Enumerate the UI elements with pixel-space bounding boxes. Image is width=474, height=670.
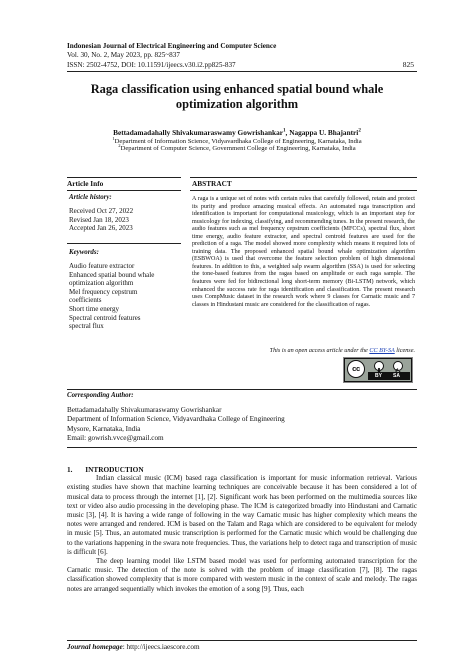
header-rule — [67, 71, 417, 72]
introduction-heading: 1. INTRODUCTION — [67, 465, 144, 474]
journal-volume: Vol. 30, No. 2, May 2023, pp. 825~837 — [67, 51, 180, 60]
author-2-sup: 2 — [358, 127, 361, 134]
abstract-heading: ABSTRACT — [192, 179, 232, 188]
badge-sa-label: SA — [393, 373, 400, 379]
keywords-rule — [67, 243, 181, 244]
abstract-text: A raga is a unique set of notes with certain rules that carefully followed, retain and protect its purity and produce amazing musical effects. An automated raga transcription and identification is important for computational musicology, which is an important step for musicology for indexing, classifying, and recommending tunes. In the present research, the audio features such as mel frequency cepstrum coefficients (MFCCs), spectral flux, short time energy, audio feature extractor, and spectral centroid features are used for the prediction of a raga. The model showed more complexity which means it required lots of training data. The proposed enhanced spatial bound whale optimization algorithm (ESBWOA) is used that overcome the feature selection problem of high dimensional features. In addition to this, a weighted salp swarm algorithm (SSA) is used for selecting the tone-based features from the ragas based on amplitude or each raga sample. The features were fed for bidirectional long short-term memory (Bi-LSTM) network, which enhanced the success rate for raga identification and classification. The present research uses CompMusic dataset in the research work where 9 classes for Carnatic music and 7 classes in Hindustani music are considered for the classification of ragas. — [192, 196, 415, 308]
footer-rule — [67, 640, 417, 641]
article-info-top-rule — [67, 177, 181, 178]
affiliation-1: $^1$Department of Information Science, Vidyavardhaka College of Engineering, Karnataka, India — [112, 135, 362, 145]
article-info-mid-rule — [67, 190, 181, 191]
license-statement: This is an open access article under the CC BY-SA license. — [269, 347, 415, 354]
corresponding-heading: Corresponding Author: — [67, 392, 134, 399]
journal-homepage — [67, 643, 200, 651]
corresponding-email: Email: gowrish.vvce@gmail.com — [67, 434, 164, 443]
abstract-top-rule — [190, 177, 417, 178]
corresponding-name: Bettadamadahally Shivakumaraswamy Gowrishankar — [67, 406, 222, 414]
journal-title: Indonesian Journal of Electrical Engineering and Computer Science — [67, 42, 277, 50]
author-1: Bettadamadahally Shivakumaraswamy Gowrishankar — [113, 128, 283, 137]
journal-issn-doi: ISSN: 2502-4752, DOI: 10.11591/ijeecs.v30.i2.pp825-837 — [67, 60, 236, 69]
keyword: spectral flux — [69, 322, 104, 331]
corresponding-author — [67, 406, 407, 444]
keywords-list — [69, 262, 154, 331]
license-link[interactable]: CC BY-SA — [369, 347, 395, 354]
paper-title-line2: optimization algorithm — [175, 97, 299, 111]
share-alike-icon — [393, 361, 403, 371]
author-2: , Nagappa U. Bhajantri — [285, 128, 359, 137]
article-history — [69, 207, 133, 233]
keyword: coefficients — [69, 296, 102, 305]
corresponding-location: Mysore, Karnataka, India — [67, 424, 141, 433]
article-info-heading: Article Info — [67, 179, 104, 188]
introduction-paragraph-2: The deep learning model like LSTM based model was used for performing automated transcription for the Carnatic music. The detection of the note is solved with the problem of image classification [7], [8]. The ragas classification showed complexity that is more compared with western music in the context of scale and melody. The ragas notes are arranged sequentially which invokes the emotion of a song [9]. Thus, each — [67, 557, 417, 593]
revised-date: Revised Jan 18, 2023 — [69, 215, 129, 224]
affiliation-2: $^2$Department of Computer Science, Government College of Engineering, Karnataka, India — [118, 143, 356, 153]
paper-title-line1: Raga classification using enhanced spatial bound whale — [90, 82, 384, 96]
corresponding-dept: Department of Information Science, Vidyavardhaka College of Engineering — [67, 415, 285, 424]
keyword: Mel frequency cepstrum — [69, 287, 138, 296]
page-number: 825 — [402, 60, 414, 69]
introduction-paragraph-1: Indian classical music (ICM) based raga classification is important for music information retrieval. Various existing studies have shown that machine learning techniques are conceivable because it has been considered a lot of musical data to process through the internet [1], [2]. Significant work has been performed on the multimedia sources like text or video also audio processing in the developing phase. The ICM is categorized broadly into Hindustani and Carnatic music [3], [4]. It is having a wide range of following in the way Carnatic music has higher complexity which means the notes were arranged and rendered. ICM is based on the Talam and Raga which are considered to be equivalent for melody in music [5]. Thus, an automated music transcription is performed for the Carnatic music which would be challenging due to the variations happening in the swara note frequencies. Thus, the variations help to detect raga and transcription of music is difficult [6]. — [67, 474, 417, 556]
keyword: Short time energy — [69, 304, 120, 313]
introduction-section — [67, 465, 417, 594]
person-icon — [374, 361, 384, 371]
homepage-label: Journal homepage — [67, 643, 123, 651]
homepage-url[interactable]: : http://ijeecs.iaescore.com — [122, 643, 200, 651]
journal-header — [67, 42, 276, 70]
accepted-date: Accepted Jan 26, 2023 — [69, 224, 133, 233]
author-1-sup: 1 — [282, 127, 286, 134]
badge-by-label: BY — [375, 373, 382, 379]
received-date: Received Oct 27, 2022 — [69, 207, 134, 215]
corresponding-top-rule — [67, 389, 417, 390]
cc-by-sa-badge[interactable] — [343, 357, 413, 383]
authors-block — [40, 128, 434, 153]
corresponding-bottom-rule — [67, 447, 417, 448]
author-names — [40, 128, 434, 138]
article-history-heading: Article history: — [69, 194, 112, 201]
keyword: Spectral centroid features — [69, 313, 141, 322]
cc-logo-icon: cc — [347, 360, 365, 378]
abstract-mid-rule — [190, 190, 417, 191]
keywords-heading: Keywords: — [69, 249, 99, 256]
keyword: Audio feature extractor — [69, 262, 135, 270]
keyword: Enhanced spatial bound whale — [69, 270, 155, 279]
keyword: optimization algorithm — [69, 279, 134, 288]
paper-title — [40, 82, 434, 112]
